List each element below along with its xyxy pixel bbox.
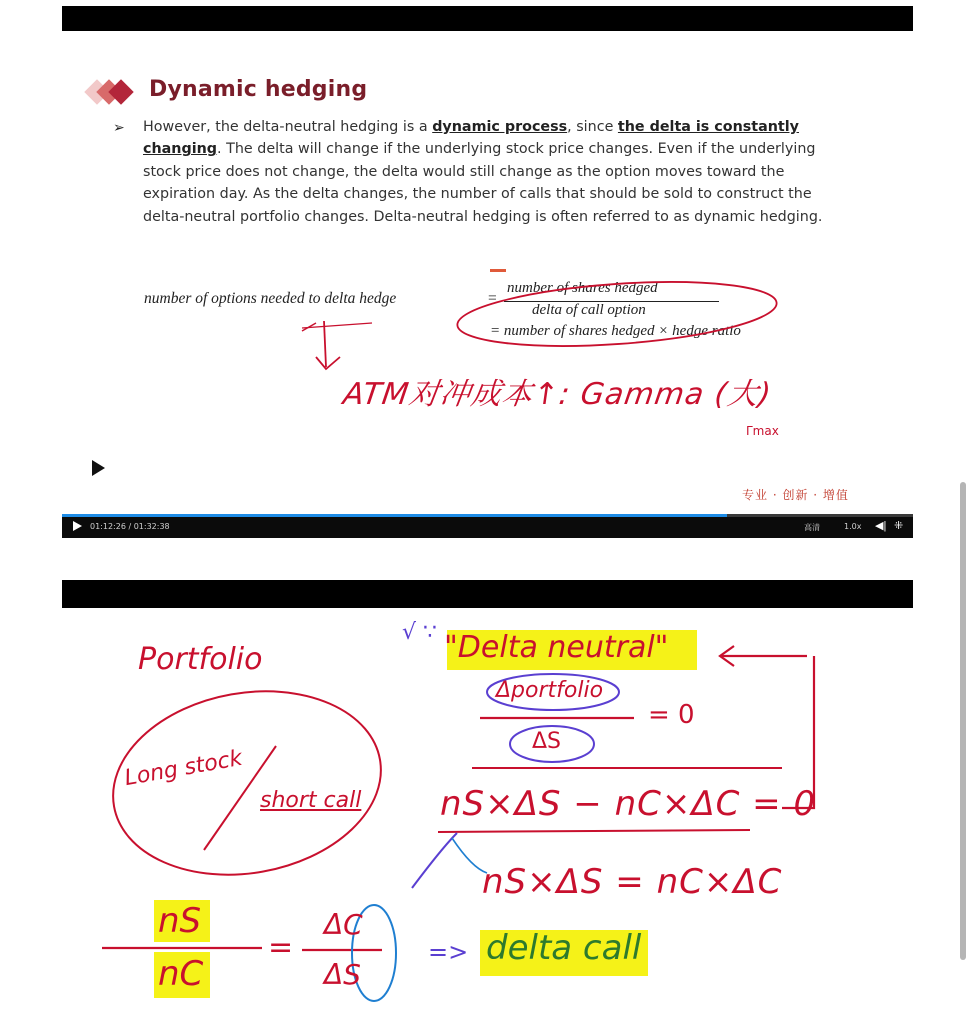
- progress-track[interactable]: [62, 514, 913, 517]
- delta-s2-label: ΔS: [324, 958, 361, 991]
- page-scrollbar[interactable]: [960, 482, 966, 960]
- delta-neutral-label: "Delta neutral": [444, 630, 669, 665]
- play-button-icon[interactable]: [73, 521, 82, 531]
- equation-2: nS×ΔS = nC×ΔC: [482, 862, 783, 902]
- formula-denominator: delta of call option: [532, 302, 646, 318]
- equation-1: nS×ΔS − nC×ΔC = 0: [440, 784, 817, 824]
- quality-button[interactable]: 高清: [804, 523, 820, 532]
- progress-fill: [62, 514, 727, 517]
- volume-icon[interactable]: ◀|: [875, 520, 887, 532]
- lecture-slide-1: [62, 31, 913, 514]
- delta-call-label: delta call: [486, 928, 642, 968]
- ns-label: nS: [158, 901, 202, 941]
- play-icon[interactable]: [92, 460, 105, 476]
- down-arrow-icon: [324, 321, 326, 367]
- whiteboard-slide-2: [62, 608, 913, 1024]
- bullet-arrow-icon: ➢: [113, 119, 125, 135]
- equals-zero-label: = 0: [648, 700, 695, 730]
- portfolio-label: Portfolio: [138, 642, 263, 677]
- implies-arrow-icon: =>: [428, 938, 469, 966]
- video-controls: [62, 514, 913, 538]
- time-display: 01:12:26 / 01:32:38: [90, 522, 170, 531]
- slide1-ink-layer: [62, 31, 913, 514]
- video-top-bar-2: [62, 580, 913, 608]
- long-stock-label: Long stock: [122, 745, 245, 792]
- delta-portfolio-label: Δportfolio: [496, 678, 604, 703]
- formula-circle-annotation: [455, 273, 778, 355]
- slide-paragraph: However, the delta-neutral hedging is a dynamic process, since the delta is constantly changing. The delta will change if the underlying stock price changes. Even if the underlying stock price does not change, the delta would still change as the option moves toward the expiration day. As the delta changes, the number of calls that should be sold to construct the delta-neutral portfolio changes. Delta-neutral hedging is often referred to as dynamic hedging.: [143, 119, 823, 225]
- formula-line2: = number of shares hedged × hedge ratio: [490, 323, 741, 339]
- formula-lhs: number of options needed to delta hedge: [144, 290, 397, 307]
- formula-equals: =: [487, 290, 498, 307]
- slide-title: Dynamic hedging: [149, 77, 368, 102]
- formula-numerator: number of shares hedged: [507, 280, 658, 296]
- exit-fullscreen-icon[interactable]: ⁜: [894, 520, 904, 532]
- delta-s-label: ΔS: [532, 729, 562, 754]
- handwritten-note: ATM对冲成本↑: Gamma (大): [341, 377, 774, 412]
- brand-slogan: 专业 · 创新 · 增值: [742, 488, 849, 502]
- speed-button[interactable]: 1.0x: [844, 522, 862, 531]
- short-call-label: short call: [260, 788, 362, 813]
- delta-c-label: ΔC: [324, 908, 363, 941]
- nc-label: nC: [158, 954, 204, 994]
- check-mark-icon: √ ∵: [402, 620, 438, 645]
- ink-mark: [490, 269, 506, 272]
- gamma-max-note: Γmax: [746, 424, 779, 438]
- equals-sign: =: [268, 930, 294, 965]
- video-top-bar: [62, 6, 913, 31]
